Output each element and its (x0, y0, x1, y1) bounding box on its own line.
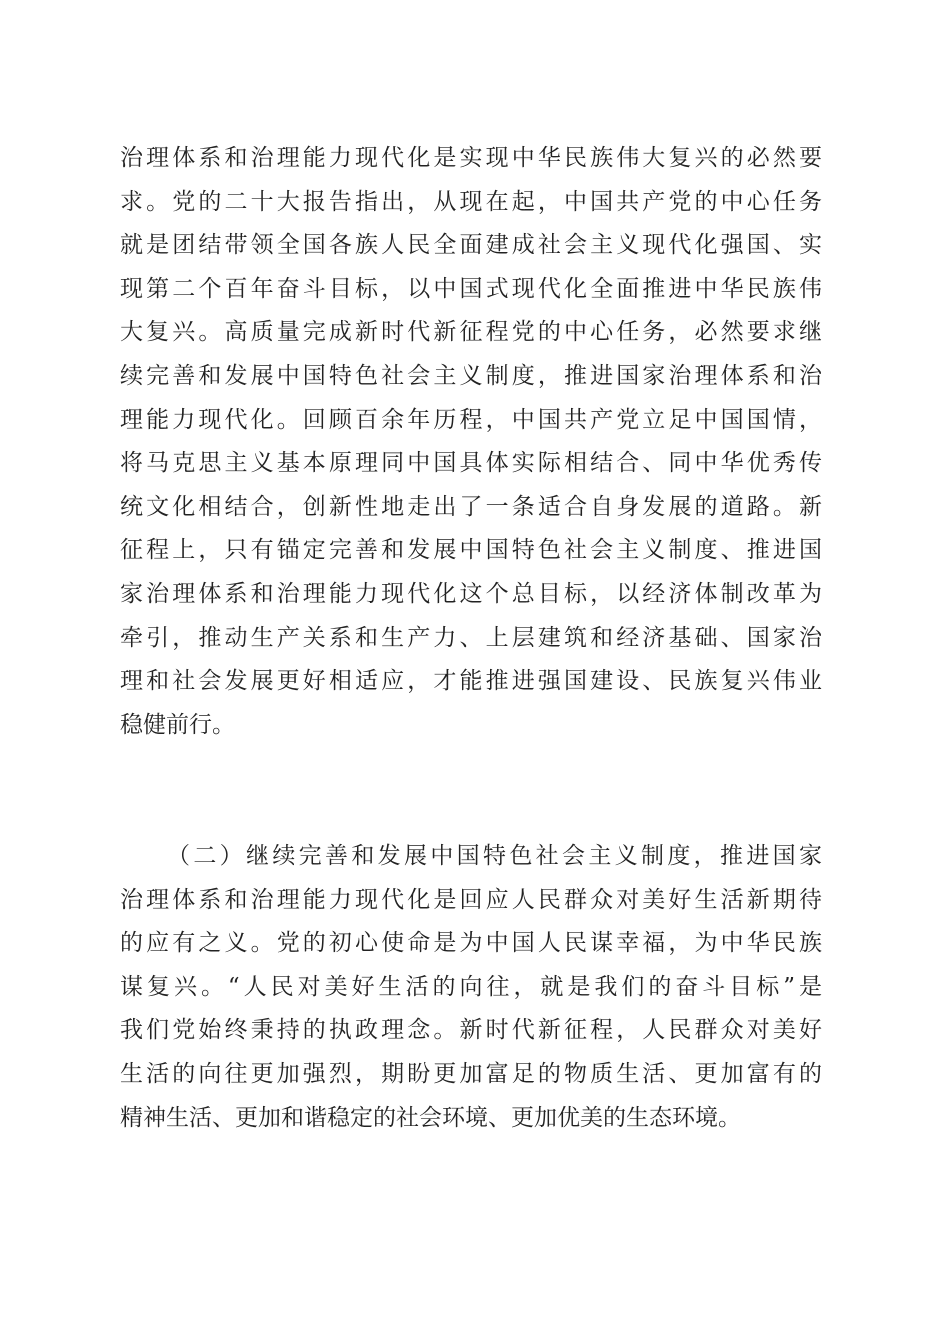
paragraph-line: 我们党始终秉持的执政理念。新时代新征程，人民群众对美好 (120, 1017, 822, 1044)
paragraph-line: 精神生活、更加和谐稳定的社会环境、更加优美的生态环境。 (120, 1104, 741, 1131)
paragraph-line: 大复兴。高质量完成新时代新征程党的中心任务，必然要求继 (120, 319, 822, 346)
paragraph-line: 统文化相结合，创新性地走出了一条适合自身发展的道路。新 (120, 493, 822, 520)
paragraph-line: 理和社会发展更好相适应，才能推进强国建设、民族复兴伟业 (120, 668, 822, 695)
paragraph-line: 的应有之义。党的初心使命是为中国人民谋幸福，为中华民族 (120, 930, 822, 957)
paragraph-line: 将马克思主义基本原理同中国具体实际相结合、同中华优秀传 (120, 450, 822, 477)
paragraph-1 (120, 137, 822, 747)
paragraph-line: 谋复兴。“人民对美好生活的向往，就是我们的奋斗目标”是 (120, 973, 822, 1000)
paragraph-line: 就是团结带领全国各族人民全面建成社会主义现代化强国、实 (120, 232, 822, 259)
paragraph-line: 理能力现代化。回顾百余年历程，中国共产党立足中国国情， (120, 406, 822, 433)
paragraph-line: （二）继续完善和发展中国特色社会主义制度，推进国家 (167, 843, 822, 869)
paragraph-line: 现第二个百年奋斗目标，以中国式现代化全面推进中华民族伟 (120, 275, 822, 302)
paragraph-line: 治理体系和治理能力现代化是回应人民群众对美好生活新期待 (120, 886, 822, 913)
paragraph-line: 生活的向往更加强烈，期盼更加富足的物质生活、更加富有的 (120, 1060, 822, 1087)
paragraph-line: 治理体系和治理能力现代化是实现中华民族伟大复兴的必然要 (120, 145, 822, 171)
paragraph-line: 家治理体系和治理能力现代化这个总目标，以经济体制改革为 (120, 580, 822, 607)
paragraph-line: 续完善和发展中国特色社会主义制度，推进国家治理体系和治 (120, 362, 822, 389)
paragraph-line: 征程上，只有锚定完善和发展中国特色社会主义制度、推进国 (120, 537, 822, 564)
paragraph-line: 牵引，推动生产关系和生产力、上层建筑和经济基础、国家治 (120, 624, 822, 651)
paragraph-line: 稳健前行。 (120, 711, 235, 738)
paragraph-line: 求。党的二十大报告指出，从现在起，中国共产党的中心任务 (120, 188, 822, 215)
paragraph-2 (120, 835, 822, 1140)
